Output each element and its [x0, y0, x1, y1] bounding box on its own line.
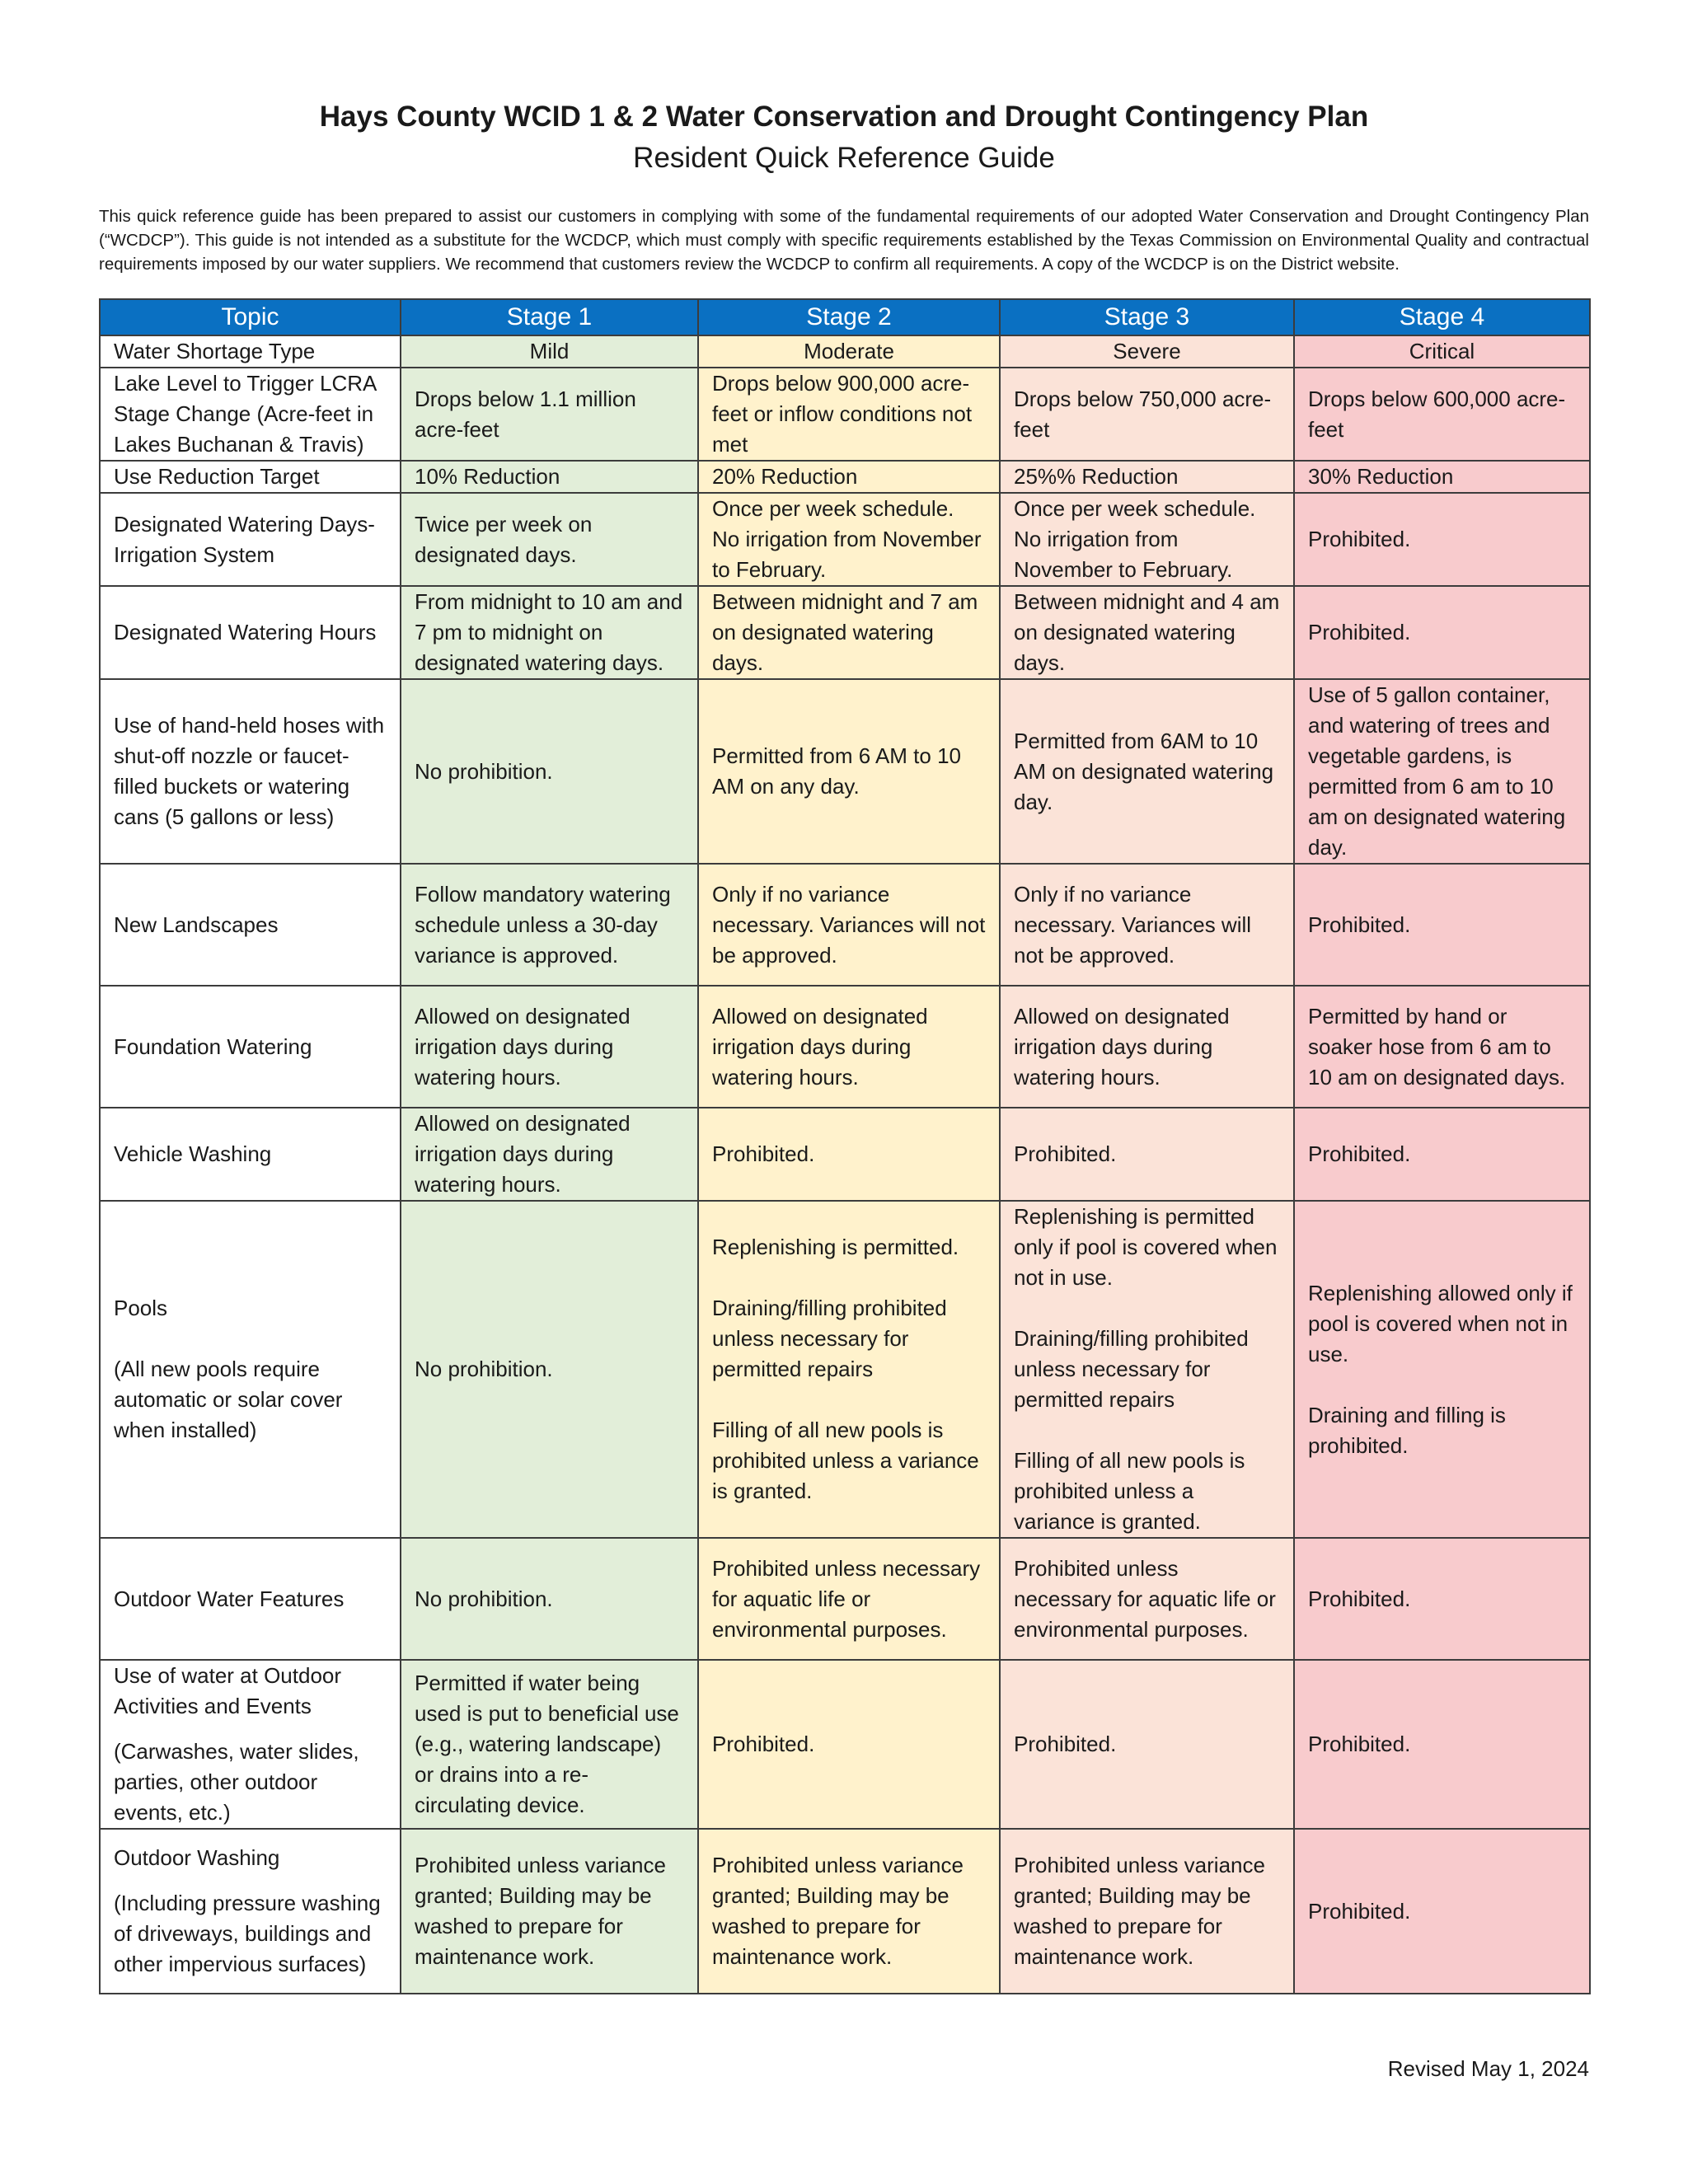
table-row: [100, 586, 1590, 679]
header-stage-2: Stage 2: [698, 299, 1000, 335]
row-topic: Outdoor Water Features: [100, 1538, 401, 1660]
stage-4-cell: Prohibited.: [1294, 1538, 1590, 1660]
stage-3-cell: Once per week schedule. No irrigation from November to February.: [1000, 493, 1294, 586]
row-topic: Use Reduction Target: [100, 461, 401, 493]
stage-1-cell: Prohibited unless variance granted; Building may be washed to prepare for maintenance work.: [401, 1829, 698, 1994]
drought-stage-table: [99, 298, 1591, 1994]
topic-note: (All new pools require automatic or solar cover when installed): [114, 1357, 343, 1442]
stage-2-cell: Prohibited unless necessary for aquatic life or environmental purposes.: [698, 1538, 1000, 1660]
header-topic: Topic: [100, 299, 401, 335]
row-topic: [100, 1829, 401, 1994]
stage-3-cell: Between midnight and 4 am on designated watering days.: [1000, 586, 1294, 679]
stage-1-cell: No prohibition.: [401, 1538, 698, 1660]
table-row: [100, 493, 1590, 586]
table-row: [100, 864, 1590, 986]
stage-1-cell: Follow mandatory watering schedule unless a 30-day variance is approved.: [401, 864, 698, 986]
stage-4-cell: Drops below 600,000 acre-feet: [1294, 368, 1590, 461]
pool-new-text: Filling of all new pools is prohibited unless a variance is granted.: [712, 1418, 979, 1503]
table-row: [100, 1201, 1590, 1538]
table-row: [100, 1829, 1590, 1994]
table-row: [100, 986, 1590, 1108]
topic-note: (Carwashes, water slides, parties, other outdoor events, etc.): [114, 1739, 359, 1825]
stage-1-cell: Drops below 1.1 million acre-feet: [401, 368, 698, 461]
stage-1-cell: Allowed on designated irrigation days during watering hours.: [401, 986, 698, 1108]
stage-3-cell: [1000, 1201, 1294, 1538]
stage-3-cell: Prohibited unless necessary for aquatic life or environmental purposes.: [1000, 1538, 1294, 1660]
stage-1-cell: Twice per week on designated days.: [401, 493, 698, 586]
stage-3-cell: Severe: [1000, 335, 1294, 368]
row-topic: Vehicle Washing: [100, 1108, 401, 1201]
stage-1-cell: From midnight to 10 am and 7 pm to midnight on designated watering days.: [401, 586, 698, 679]
row-topic: [100, 1201, 401, 1538]
stage-1-cell: No prohibition.: [401, 679, 698, 864]
table-row: [100, 335, 1590, 368]
table-header-row: [100, 299, 1590, 335]
stage-2-cell: 20% Reduction: [698, 461, 1000, 493]
stage-2-cell: Moderate: [698, 335, 1000, 368]
row-topic: Foundation Watering: [100, 986, 401, 1108]
pool-replenish-text: Replenishing allowed only if pool is covered when not in use.: [1308, 1280, 1573, 1366]
stage-3-cell: Only if no variance necessary. Variances will not be approved.: [1000, 864, 1294, 986]
stage-3-cell: Prohibited unless variance granted; Building may be washed to prepare for maintenance work.: [1000, 1829, 1294, 1994]
stage-1-cell: Allowed on designated irrigation days during watering hours.: [401, 1108, 698, 1201]
stage-4-cell: Prohibited.: [1294, 1660, 1590, 1829]
topic-label: Pools: [114, 1296, 168, 1320]
pool-drain-text: Draining/filling prohibited unless necessary for permitted repairs: [1014, 1326, 1249, 1412]
row-topic: Lake Level to Trigger LCRA Stage Change (Acre-feet in Lakes Buchanan & Travis): [100, 368, 401, 461]
stage-2-cell: Only if no variance necessary. Variances will not be approved.: [698, 864, 1000, 986]
stage-4-cell: Use of 5 gallon container, and watering of trees and vegetable gardens, is permitted from 6 am to 10 am on designated watering day.: [1294, 679, 1590, 864]
stage-1-cell: Permitted if water being used is put to beneficial use (e.g., watering landscape) or drains into a re-circulating device.: [401, 1660, 698, 1829]
stage-4-cell: Prohibited.: [1294, 864, 1590, 986]
pool-drain-text: Draining and filling is prohibited.: [1308, 1402, 1506, 1458]
stage-4-cell: Critical: [1294, 335, 1590, 368]
row-topic: New Landscapes: [100, 864, 401, 986]
stage-3-cell: Prohibited.: [1000, 1108, 1294, 1201]
pool-replenish-text: Replenishing is permitted.: [712, 1235, 959, 1259]
stage-4-cell: 30% Reduction: [1294, 461, 1590, 493]
table-row: [100, 368, 1590, 461]
stage-4-cell: [1294, 1201, 1590, 1538]
table-row: [100, 461, 1590, 493]
topic-note: (Including pressure washing of driveways, buildings and other impervious surfaces): [114, 1891, 381, 1976]
table-row: [100, 679, 1590, 864]
header-stage-3: Stage 3: [1000, 299, 1294, 335]
stage-2-cell: Prohibited unless variance granted; Building may be washed to prepare for maintenance work.: [698, 1829, 1000, 1994]
table-row: [100, 1108, 1590, 1201]
topic-label: Outdoor Washing: [114, 1845, 280, 1870]
table-row: [100, 1660, 1590, 1829]
stage-2-cell: Between midnight and 7 am on designated watering days.: [698, 586, 1000, 679]
row-topic: Designated Watering Hours: [100, 586, 401, 679]
stage-2-cell: [698, 1201, 1000, 1538]
stage-2-cell: Permitted from 6 AM to 10 AM on any day.: [698, 679, 1000, 864]
header-stage-4: Stage 4: [1294, 299, 1590, 335]
row-topic: Water Shortage Type: [100, 335, 401, 368]
stage-2-cell: Drops below 900,000 acre-feet or inflow conditions not met: [698, 368, 1000, 461]
stage-2-cell: Prohibited.: [698, 1108, 1000, 1201]
header-stage-1: Stage 1: [401, 299, 698, 335]
stage-1-cell: 10% Reduction: [401, 461, 698, 493]
stage-2-cell: Once per week schedule. No irrigation from November to February.: [698, 493, 1000, 586]
stage-4-cell: Prohibited.: [1294, 1829, 1590, 1994]
pool-new-text: Filling of all new pools is prohibited unless a variance is granted.: [1014, 1448, 1245, 1534]
stage-3-cell: Prohibited.: [1000, 1660, 1294, 1829]
stage-4-cell: Permitted by hand or soaker hose from 6 am to 10 am on designated days.: [1294, 986, 1590, 1108]
row-topic: [100, 1660, 401, 1829]
table-row: [100, 1538, 1590, 1660]
stage-4-cell: Prohibited.: [1294, 1108, 1590, 1201]
stage-3-cell: 25%% Reduction: [1000, 461, 1294, 493]
topic-label: Use of water at Outdoor Activities and Events: [114, 1663, 342, 1718]
stage-3-cell: Allowed on designated irrigation days during watering hours.: [1000, 986, 1294, 1108]
revised-date: Revised May 1, 2024: [1387, 2056, 1589, 2081]
stage-1-cell: Mild: [401, 335, 698, 368]
pool-replenish-text: Replenishing is permitted only if pool is covered when not in use.: [1014, 1204, 1278, 1290]
intro-paragraph: This quick reference guide has been prepared to assist our customers in complying with some of the fundamental requirements of our adopted Water Conservation and Drought Contingency Plan (“WCDCP”). This guide is not intended as a substitute for the WCDCP, which must comply with specific requirements established by the Texas Commission on Environmental Quality and contractual requirements imposed by our water suppliers. We recommend that customers review the WCDCP to confirm all requirements. A copy of the WCDCP is on the District website.: [99, 207, 1589, 274]
stage-2-cell: Allowed on designated irrigation days during watering hours.: [698, 986, 1000, 1108]
stage-3-cell: Drops below 750,000 acre-feet: [1000, 368, 1294, 461]
document-subtitle: Resident Quick Reference Guide: [633, 142, 1055, 174]
stage-1-cell: No prohibition.: [401, 1201, 698, 1538]
stage-3-cell: Permitted from 6AM to 10 AM on designated watering day.: [1000, 679, 1294, 864]
stage-2-cell: Prohibited.: [698, 1660, 1000, 1829]
stage-4-cell: Prohibited.: [1294, 586, 1590, 679]
pool-drain-text: Draining/filling prohibited unless necessary for permitted repairs: [712, 1296, 947, 1381]
stage-4-cell: Prohibited.: [1294, 493, 1590, 586]
row-topic: Designated Watering Days-Irrigation System: [100, 493, 401, 586]
row-topic: Use of hand-held hoses with shut-off nozzle or faucet-filled buckets or watering cans (5 gallons or less): [100, 679, 401, 864]
document-title: Hays County WCID 1 & 2 Water Conservation and Drought Contingency Plan: [319, 101, 1369, 133]
